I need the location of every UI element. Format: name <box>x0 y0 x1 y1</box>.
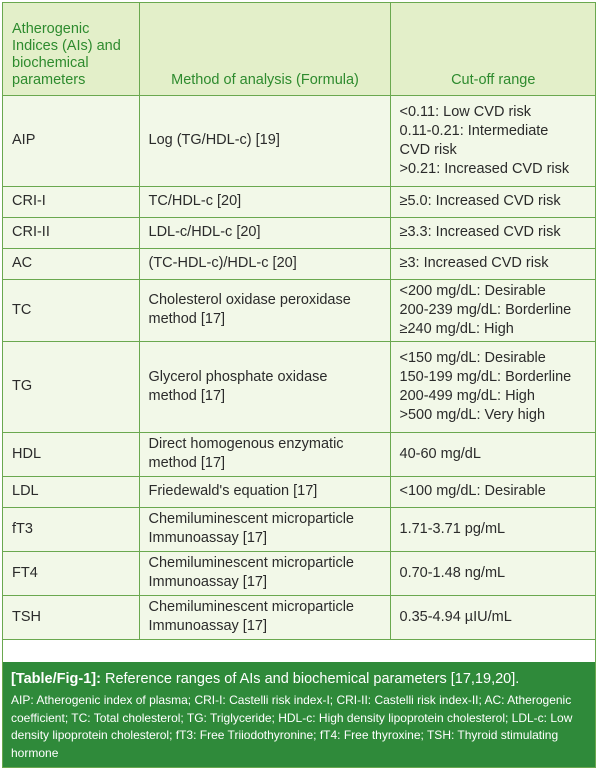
method-cell <box>139 551 390 595</box>
cutoff-cell <box>390 432 595 476</box>
cutoff-line: 200-499 mg/dL: High <box>399 387 535 404</box>
header-parameters-line: Indices (AIs) and <box>12 37 121 54</box>
method-line: Log (TG/HDL-c) [19] <box>148 132 280 148</box>
cutoff-line: <200 mg/dL: Desirable <box>399 282 546 299</box>
table-figure <box>2 2 596 768</box>
parameter-cell: LDL <box>3 476 139 507</box>
parameter-cell: TG <box>3 341 139 432</box>
method-line: Chemiluminescent microparticle <box>148 555 354 571</box>
cutoff-line: 0.35-4.94 µIU/mL <box>399 608 512 625</box>
method-cell <box>139 186 390 217</box>
method-line: Immunoassay [17] <box>148 618 267 634</box>
parameter-cell: AIP <box>3 95 139 186</box>
method-cell <box>139 279 390 341</box>
method-line: Glycerol phosphate oxidase <box>148 368 328 385</box>
parameter-cell: TSH <box>3 595 139 639</box>
cutoff-line: 0.11-0.21: Intermediate <box>399 122 549 139</box>
cutoff-line: >500 mg/dL: Very high <box>399 406 546 423</box>
cutoff-line: ≥240 mg/dL: High <box>399 320 514 337</box>
header-method: Method of analysis (Formula) <box>139 3 390 95</box>
table-row <box>3 432 595 476</box>
table-row <box>3 507 595 551</box>
parameter-cell: CRI-I <box>3 186 139 217</box>
cutoff-line: ≥3.3: Increased CVD risk <box>399 224 561 240</box>
parameter-cell: CRI-II <box>3 217 139 248</box>
cutoff-line: <150 mg/dL: Desirable <box>399 349 546 366</box>
cutoff-line: 1.71-3.71 pg/mL <box>399 520 506 537</box>
table-row <box>3 217 595 248</box>
method-cell <box>139 595 390 639</box>
parameter-cell: HDL <box>3 432 139 476</box>
method-line: Cholesterol oxidase peroxidase <box>148 292 351 308</box>
header-parameters-line: biochemical <box>12 54 89 71</box>
caption-title <box>11 669 587 689</box>
method-line: Immunoassay [17] <box>148 530 267 546</box>
cutoff-line: CVD risk <box>399 141 457 158</box>
table-row <box>3 95 595 186</box>
header-parameters-line: parameters <box>12 71 86 88</box>
cutoff-cell <box>390 248 595 279</box>
method-cell <box>139 248 390 279</box>
method-line: method [17] <box>148 387 226 404</box>
table-row <box>3 476 595 507</box>
method-line: LDL-c/HDL-c [20] <box>148 224 261 240</box>
reference-table <box>3 3 595 640</box>
method-line: method [17] <box>148 311 226 327</box>
method-line: Friedewald's equation [17] <box>148 483 318 499</box>
cutoff-line: 0.70-1.48 ng/mL <box>399 564 506 581</box>
parameter-cell: FT4 <box>3 551 139 595</box>
method-cell <box>139 95 390 186</box>
caption-abbreviations: AIP: Atherogenic index of plasma; CRI-I: Castelli risk index-I; CRI-II: Castelli risk index-II; AC: Atherogenic coefficient; TC: Total cholesterol; TG: Triglyceride; HDL-c: High density lipoprotein cholesterol; LDL-c: Low density lipoprotein cholesterol; fT3: Free Triiodothyronine; fT4: Free thyroxine; TSH: Thyroid stimulating hormone <box>11 693 573 760</box>
caption-text: Reference ranges of AIs and biochemical parameters [17,19,20]. <box>100 671 520 687</box>
cutoff-cell <box>390 476 595 507</box>
cutoff-cell <box>390 595 595 639</box>
cutoff-cell <box>390 507 595 551</box>
cutoff-line: 150-199 mg/dL: Borderline <box>399 368 572 385</box>
cutoff-cell <box>390 186 595 217</box>
method-line: Direct homogenous enzymatic <box>148 436 344 452</box>
method-line: method [17] <box>148 455 226 471</box>
cutoff-cell <box>390 279 595 341</box>
method-line: (TC-HDL-c)/HDL-c [20] <box>148 255 297 271</box>
cutoff-line: ≥3: Increased CVD risk <box>399 255 549 271</box>
parameter-cell: fT3 <box>3 507 139 551</box>
table-row <box>3 341 595 432</box>
method-cell <box>139 341 390 432</box>
header-parameters-line: Atherogenic <box>12 20 90 37</box>
method-line: Chemiluminescent microparticle <box>148 511 354 527</box>
caption-label: [Table/Fig-1]: <box>11 671 101 687</box>
cutoff-cell <box>390 341 595 432</box>
header-row <box>3 3 595 95</box>
method-line: TC/HDL-c [20] <box>148 193 242 209</box>
header-cutoff: Cut-off range <box>390 3 595 95</box>
method-cell <box>139 217 390 248</box>
cutoff-cell <box>390 551 595 595</box>
table-row <box>3 595 595 639</box>
parameter-cell: AC <box>3 248 139 279</box>
cutoff-cell <box>390 95 595 186</box>
cutoff-line: ≥5.0: Increased CVD risk <box>399 193 561 209</box>
cutoff-line: 200-239 mg/dL: Borderline <box>399 301 572 318</box>
header-parameters <box>3 3 139 95</box>
parameter-cell: TC <box>3 279 139 341</box>
table-caption <box>3 662 595 767</box>
method-cell <box>139 432 390 476</box>
cutoff-line: <100 mg/dL: Desirable <box>399 483 546 499</box>
table-row <box>3 551 595 595</box>
table-row <box>3 279 595 341</box>
cutoff-cell <box>390 217 595 248</box>
cutoff-line: 40-60 mg/dL <box>399 445 481 462</box>
method-line: Chemiluminescent microparticle <box>148 599 354 615</box>
cutoff-line: >0.21: Increased CVD risk <box>399 160 570 177</box>
table-row <box>3 186 595 217</box>
table-row <box>3 248 595 279</box>
method-line: Immunoassay [17] <box>148 574 267 590</box>
cutoff-line: <0.11: Low CVD risk <box>399 103 531 120</box>
method-cell <box>139 507 390 551</box>
method-cell <box>139 476 390 507</box>
